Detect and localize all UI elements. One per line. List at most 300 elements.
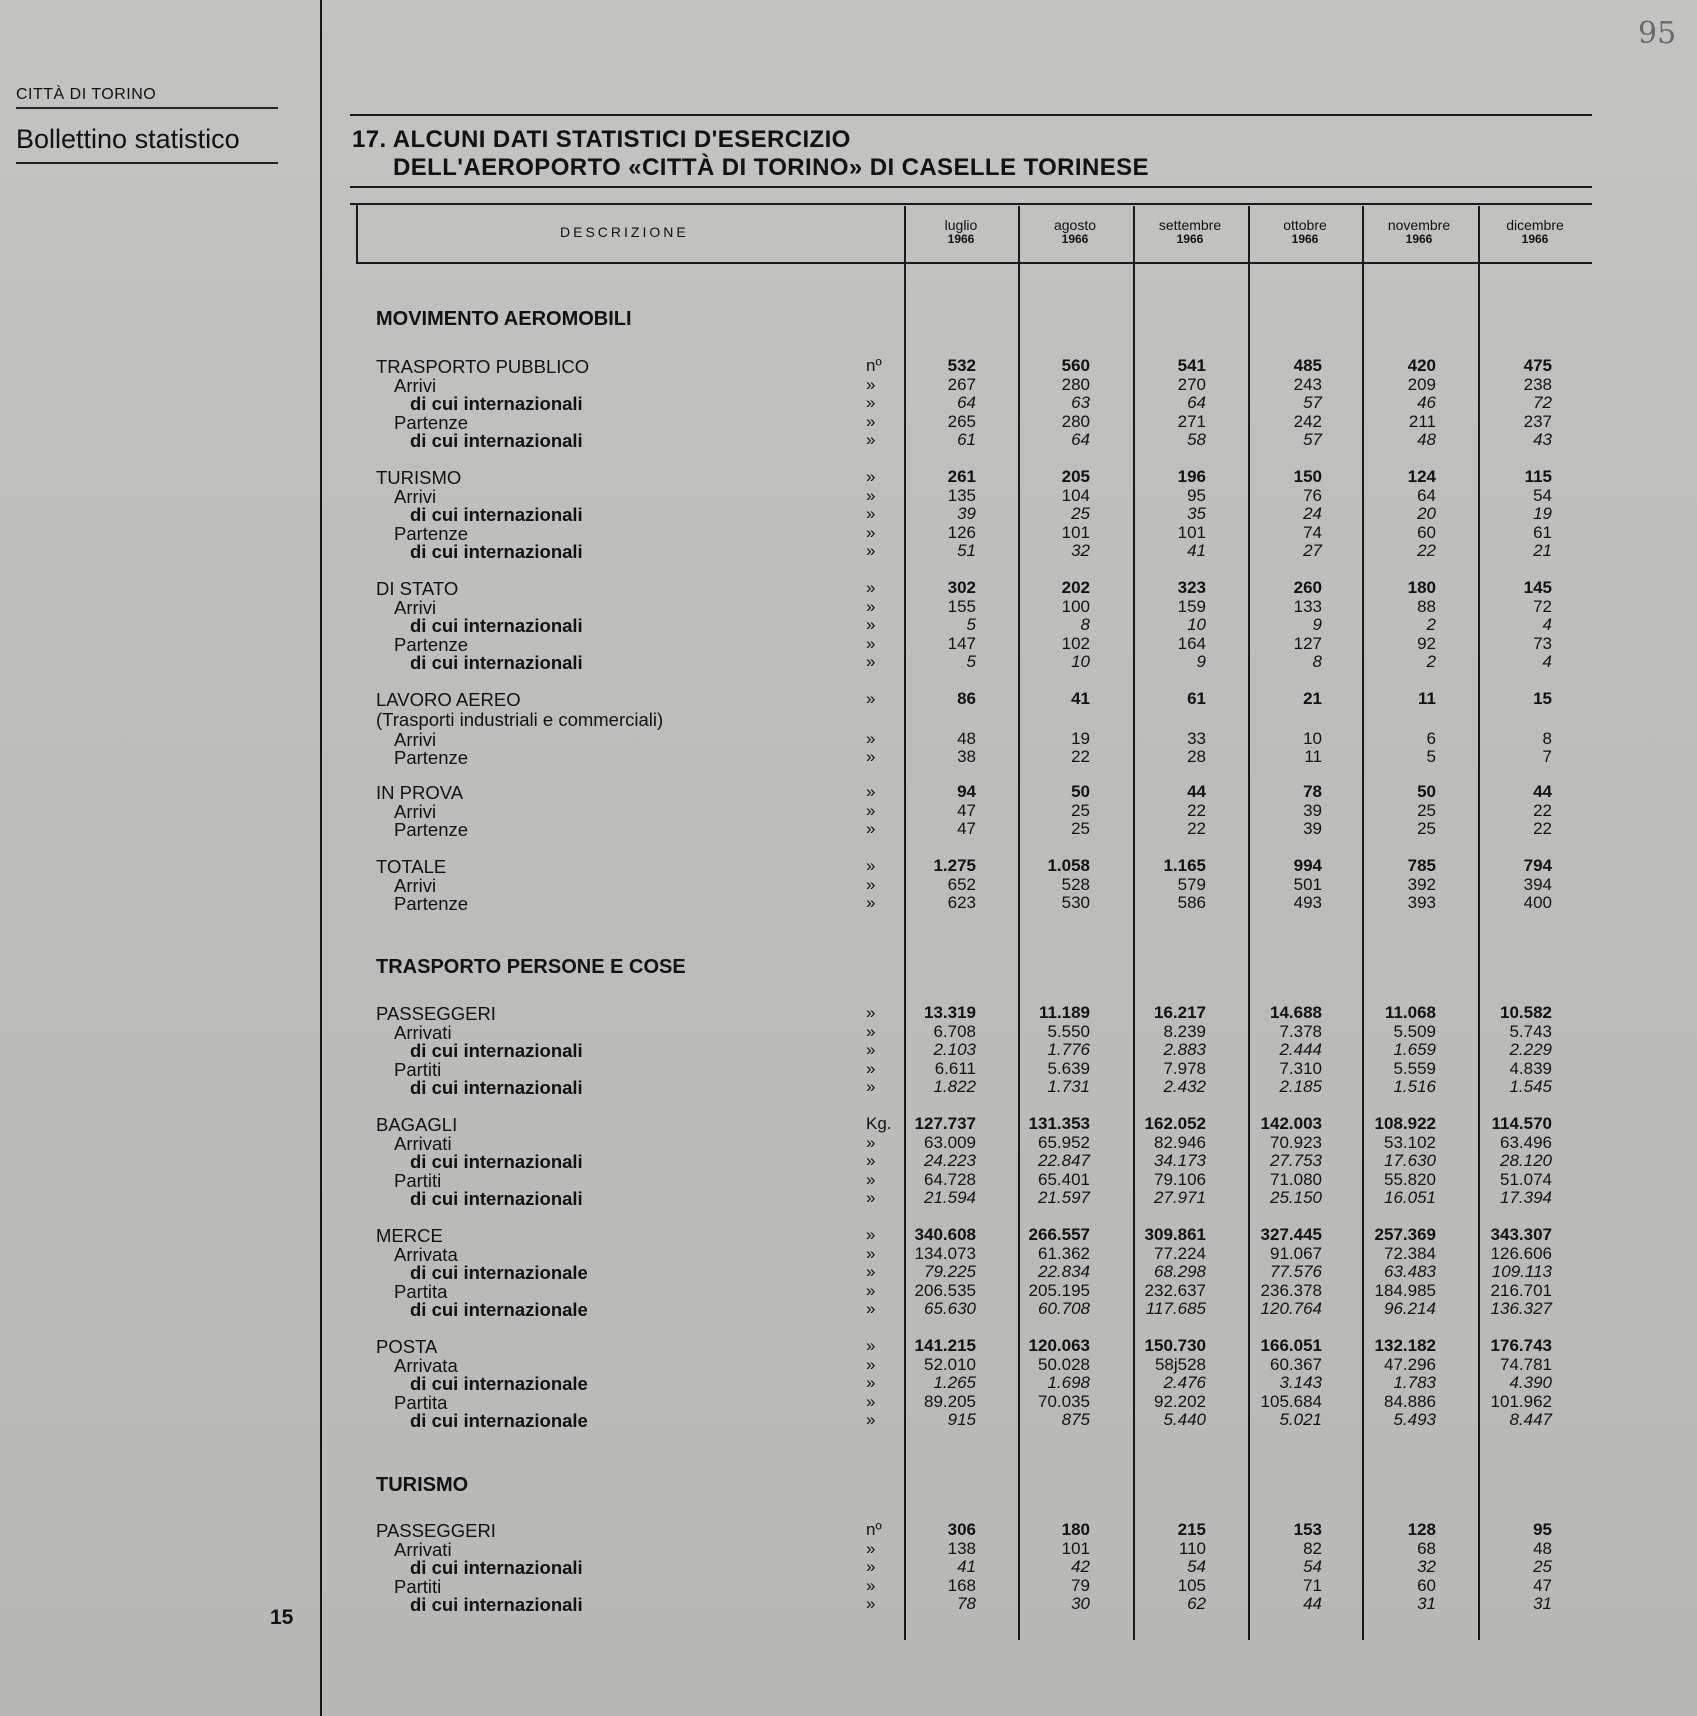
cell-value: 532: [947, 356, 976, 375]
cell-value: 586: [1177, 893, 1206, 912]
cell-value: 168: [947, 1576, 976, 1595]
row-label: di cui internazionali: [410, 541, 583, 562]
cell-value: 127.737: [914, 1114, 976, 1133]
column-header-dicembre: [1478, 218, 1592, 246]
cell-value: 19: [1533, 504, 1552, 523]
table-row: [376, 615, 1576, 636]
cell-value: 2.229: [1509, 1040, 1552, 1059]
table-row: [376, 1355, 1576, 1376]
cell-value: 530: [1061, 893, 1090, 912]
cell-value: 58j528: [1154, 1355, 1206, 1374]
description-header: DESCRIZIONE: [560, 224, 689, 240]
row-unit: »: [866, 634, 876, 653]
row-label: Partenze: [394, 412, 469, 433]
column-month: agosto: [1053, 217, 1097, 233]
cell-value: 47: [1533, 1576, 1552, 1595]
cell-value: 94: [957, 782, 976, 801]
cell-value: 5.559: [1393, 1059, 1436, 1078]
table-row: [376, 412, 1576, 433]
row-unit: »: [866, 1133, 876, 1152]
table-row: [376, 1594, 1576, 1615]
cell-value: 47.296: [1384, 1355, 1436, 1374]
cell-value: 114.570: [1491, 1114, 1552, 1133]
table-row: [376, 1040, 1576, 1061]
table-row: [376, 375, 1576, 396]
cell-value: 11.189: [1038, 1003, 1090, 1022]
cell-value: 11: [1304, 747, 1322, 766]
cell-value: 100: [1061, 597, 1090, 616]
cell-value: 25: [1071, 801, 1090, 820]
row-unit: »: [866, 1299, 876, 1318]
cell-value: 101: [1061, 523, 1090, 542]
cell-value: 528: [1061, 875, 1090, 894]
cell-value: 8: [1080, 615, 1090, 634]
table-row: [376, 523, 1576, 544]
section-movimento-aeromobili: MOVIMENTO AEROMOBILI: [376, 308, 632, 330]
cell-value: 86: [957, 689, 976, 708]
row-unit: »: [866, 393, 876, 412]
cell-value: 77.224: [1154, 1244, 1206, 1263]
table-row: [376, 782, 1576, 803]
cell-value: 17.394: [1500, 1188, 1552, 1207]
cell-value: 1.545: [1509, 1077, 1552, 1096]
cell-value: 21: [1533, 541, 1552, 560]
cell-value: 8.239: [1163, 1022, 1206, 1041]
cell-value: 162.052: [1144, 1114, 1206, 1133]
cell-value: 147: [947, 634, 976, 653]
cell-value: 50: [1417, 782, 1436, 801]
section-trasporto-persone-cose: TRASPORTO PERSONE E COSE: [376, 956, 686, 978]
cell-value: 236.378: [1260, 1281, 1322, 1300]
cell-value: 261: [947, 467, 976, 486]
cell-value: 47: [957, 801, 976, 820]
cell-value: 71: [1303, 1576, 1322, 1595]
cell-value: 63.009: [924, 1133, 976, 1152]
cell-value: 27: [1303, 541, 1322, 560]
title-bottom-rule: [350, 186, 1592, 188]
cell-value: 21.597: [1038, 1188, 1090, 1207]
cell-value: 138: [947, 1539, 976, 1558]
row-unit: »: [866, 504, 876, 523]
row-label: Arrivi: [394, 486, 437, 507]
column-year: 1966: [947, 232, 975, 246]
cell-value: 10: [1071, 652, 1090, 671]
cell-value: 145: [1523, 578, 1552, 597]
cell-value: 33: [1187, 729, 1206, 748]
column-month: novembre: [1387, 217, 1451, 233]
cell-value: 47: [957, 819, 976, 838]
cell-value: 91.067: [1270, 1244, 1322, 1263]
cell-value: 64: [1187, 393, 1206, 412]
cell-value: 28.120: [1500, 1151, 1552, 1170]
cell-value: 257.369: [1374, 1225, 1436, 1244]
cell-value: 22.847: [1038, 1151, 1090, 1170]
cell-value: 142.003: [1260, 1114, 1322, 1133]
cell-value: 43: [1533, 430, 1552, 449]
cell-value: 39: [957, 504, 976, 523]
cell-value: 25: [1417, 819, 1436, 838]
row-unit: »: [866, 1373, 876, 1392]
row-label: di cui internazionali: [410, 1040, 583, 1061]
cell-value: 5: [1426, 747, 1436, 766]
column-month: luglio: [944, 217, 978, 233]
row-unit: »: [866, 1003, 876, 1022]
cell-value: 243: [1293, 375, 1322, 394]
cell-value: 306: [947, 1520, 976, 1539]
cell-value: 22: [1533, 819, 1552, 838]
cell-value: 302: [947, 578, 976, 597]
cell-value: 51.074: [1500, 1170, 1552, 1189]
cell-value: 44: [1533, 782, 1552, 801]
cell-value: 52.010: [924, 1355, 976, 1374]
row-label: di cui internazionali: [410, 615, 583, 636]
cell-value: 323: [1177, 578, 1206, 597]
row-label: TURISMO: [376, 467, 462, 488]
city-label: CITTÀ DI TORINO: [16, 86, 157, 103]
row-unit: »: [866, 1355, 876, 1374]
cell-value: 2: [1426, 615, 1436, 634]
table-row: [376, 801, 1576, 822]
cell-value: 2.185: [1279, 1077, 1322, 1096]
column-month: ottobre: [1283, 217, 1327, 233]
row-unit: »: [866, 1170, 876, 1189]
row-unit: »: [866, 541, 876, 560]
cell-value: 72.384: [1384, 1244, 1436, 1263]
cell-value: 126.606: [1490, 1244, 1552, 1263]
cell-value: 1.776: [1047, 1040, 1090, 1059]
cell-value: 65.401: [1038, 1170, 1090, 1189]
cell-value: 68: [1417, 1539, 1436, 1558]
cell-value: 2.883: [1163, 1040, 1206, 1059]
cell-value: 60.708: [1038, 1299, 1090, 1318]
row-label: Partenze: [394, 747, 469, 768]
cell-value: 82: [1303, 1539, 1322, 1558]
row-unit: »: [866, 729, 876, 748]
cell-value: 232.637: [1144, 1281, 1206, 1300]
cell-value: 343.307: [1490, 1225, 1552, 1244]
cell-value: 10.582: [1500, 1003, 1552, 1022]
row-label: Partiti: [394, 1059, 442, 1080]
cell-value: 48: [1533, 1539, 1552, 1558]
table-row: [376, 430, 1576, 451]
row-label: di cui internazionali: [410, 1188, 583, 1209]
cell-value: 28: [1187, 747, 1206, 766]
cell-value: 136.327: [1490, 1299, 1552, 1318]
cell-value: 485: [1293, 356, 1322, 375]
cell-value: 5.639: [1047, 1059, 1090, 1078]
table-row: [376, 1520, 1576, 1541]
table-row: [376, 541, 1576, 562]
cell-value: 271: [1177, 412, 1206, 431]
cell-value: 31: [1533, 1594, 1552, 1613]
cell-value: 915: [947, 1410, 976, 1429]
cell-value: 393: [1407, 893, 1436, 912]
cell-value: 64.728: [924, 1170, 976, 1189]
cell-value: 82.946: [1154, 1133, 1206, 1152]
table-row: [376, 1262, 1576, 1283]
cell-value: 7.378: [1279, 1022, 1322, 1041]
cell-value: 62: [1187, 1594, 1206, 1613]
cell-value: 5.550: [1047, 1022, 1090, 1041]
cell-value: 260: [1293, 578, 1322, 597]
cell-value: 216.701: [1490, 1281, 1552, 1300]
row-unit: »: [866, 1336, 876, 1355]
row-label: LAVORO AEREO: [376, 689, 521, 710]
row-unit: »: [866, 1557, 876, 1576]
cell-value: 652: [947, 875, 976, 894]
cell-value: 267: [947, 375, 976, 394]
cell-value: 21: [1303, 689, 1322, 708]
row-label: di cui internazionali: [410, 1557, 583, 1578]
cell-value: 392: [1407, 875, 1436, 894]
cell-value: 420: [1407, 356, 1436, 375]
row-unit: »: [866, 1151, 876, 1170]
cell-value: 5.509: [1393, 1022, 1436, 1041]
column-header-luglio: [904, 218, 1018, 246]
cell-value: 1.265: [933, 1373, 976, 1392]
cell-value: 270: [1177, 375, 1206, 394]
section-turismo: TURISMO: [376, 1474, 469, 1496]
row-unit: »: [866, 1059, 876, 1078]
cell-value: 16.051: [1384, 1188, 1436, 1207]
table-row: [376, 634, 1576, 655]
cell-value: 64: [957, 393, 976, 412]
row-unit: »: [866, 1188, 876, 1207]
table-row: [376, 1410, 1576, 1431]
cell-value: 206.535: [914, 1281, 976, 1300]
cell-value: 65.952: [1038, 1133, 1090, 1152]
cell-value: 95: [1187, 486, 1206, 505]
cell-value: 164: [1177, 634, 1206, 653]
cell-value: 155: [947, 597, 976, 616]
header-bottom-rule: [356, 262, 1592, 264]
cell-value: 39: [1303, 801, 1322, 820]
cell-value: 166.051: [1260, 1336, 1322, 1355]
row-unit: »: [866, 1262, 876, 1281]
cell-value: 78: [1303, 782, 1322, 801]
table-title-line2: DELL'AEROPORTO «CITTÀ DI TORINO» DI CASELLE TORINESE: [393, 154, 1149, 181]
cell-value: 46: [1417, 393, 1436, 412]
cell-value: 1.516: [1393, 1077, 1436, 1096]
cell-value: 60: [1417, 523, 1436, 542]
table-row: [376, 1244, 1576, 1265]
cell-value: 25: [1533, 1557, 1552, 1576]
cell-value: 48: [957, 729, 976, 748]
cell-value: 5: [966, 652, 976, 671]
table-row: [376, 1170, 1576, 1191]
cell-value: 134.073: [914, 1244, 976, 1263]
cell-value: 41: [1187, 541, 1206, 560]
row-unit: »: [866, 747, 876, 766]
cell-value: 7: [1542, 747, 1552, 766]
table-row: [376, 356, 1576, 377]
cell-value: 95: [1533, 1520, 1552, 1539]
cell-value: 31: [1417, 1594, 1436, 1613]
cell-value: 1.822: [933, 1077, 976, 1096]
cell-value: 73: [1533, 634, 1552, 653]
row-unit: »: [866, 375, 876, 394]
cell-value: 25.150: [1270, 1188, 1322, 1207]
row-unit: »: [866, 523, 876, 542]
table-left-border: [356, 203, 358, 263]
table-row: [376, 1373, 1576, 1394]
cell-value: 20: [1417, 504, 1436, 523]
table-row: [376, 652, 1576, 673]
cell-value: 88: [1417, 597, 1436, 616]
table-row: [376, 578, 1576, 599]
cell-value: 19: [1071, 729, 1090, 748]
cell-value: 159: [1177, 597, 1206, 616]
row-unit: »: [866, 1225, 876, 1244]
cell-value: 22: [1417, 541, 1436, 560]
row-unit: »: [866, 578, 876, 597]
column-year: 1966: [1176, 232, 1204, 246]
cell-value: 35: [1187, 504, 1206, 523]
cell-value: 202: [1061, 578, 1090, 597]
table-row: [376, 486, 1576, 507]
cell-value: 63.496: [1500, 1133, 1552, 1152]
cell-value: 24: [1303, 504, 1322, 523]
cell-value: 105: [1177, 1576, 1206, 1595]
table-row: [376, 729, 1576, 750]
column-header-agosto: [1018, 218, 1132, 246]
cell-value: 209: [1407, 375, 1436, 394]
cell-value: 475: [1523, 356, 1552, 375]
cell-value: 153: [1293, 1520, 1322, 1539]
cell-value: 2.476: [1163, 1373, 1206, 1392]
cell-value: 785: [1407, 856, 1436, 875]
row-label: BAGAGLI: [376, 1114, 458, 1135]
row-label: IN PROVA: [376, 782, 464, 803]
table-top-rule: [350, 203, 1592, 205]
cell-value: 74: [1303, 523, 1322, 542]
cell-value: 42: [1071, 1557, 1090, 1576]
cell-value: 994: [1293, 856, 1322, 875]
row-unit: »: [866, 819, 876, 838]
cell-value: 1.731: [1047, 1077, 1090, 1096]
row-label: Arrivi: [394, 375, 437, 396]
column-header-novembre: [1362, 218, 1476, 246]
cell-value: 124: [1407, 467, 1436, 486]
cell-value: 10: [1303, 729, 1322, 748]
row-unit: nº: [866, 1520, 882, 1539]
handwritten-page-number: 95: [1638, 16, 1677, 51]
table-row: [376, 1077, 1576, 1098]
row-label: Arrivi: [394, 801, 437, 822]
cell-value: 55.820: [1384, 1170, 1436, 1189]
row-label: di cui internazionali: [410, 393, 583, 414]
cell-value: 2.103: [933, 1040, 976, 1059]
row-unit: »: [866, 652, 876, 671]
cell-value: 4: [1542, 615, 1552, 634]
cell-value: 8: [1542, 729, 1552, 748]
row-label: MERCE: [376, 1225, 443, 1246]
cell-value: 25: [1071, 819, 1090, 838]
cell-value: 394: [1523, 875, 1552, 894]
cell-value: 27.971: [1154, 1188, 1206, 1207]
row-label: Arrivi: [394, 875, 437, 896]
table-row: [376, 467, 1576, 488]
cell-value: 205.195: [1028, 1281, 1090, 1300]
row-unit: nº: [866, 356, 882, 375]
cell-value: 61: [1533, 523, 1552, 542]
cell-value: 623: [947, 893, 976, 912]
cell-value: 14.688: [1270, 1003, 1322, 1022]
cell-value: 196: [1177, 467, 1206, 486]
table-row: [376, 819, 1576, 840]
cell-value: 2.432: [1163, 1077, 1206, 1096]
cell-value: 2.444: [1279, 1040, 1322, 1059]
row-label: (Trasporti industriali e commerciali): [376, 709, 664, 730]
cell-value: 7.310: [1279, 1059, 1322, 1078]
cell-value: 96.214: [1384, 1299, 1436, 1318]
row-label: Partiti: [394, 1170, 442, 1191]
cell-value: 237: [1523, 412, 1552, 431]
table-row: [376, 1392, 1576, 1413]
table-row: [376, 1151, 1576, 1172]
cell-value: 57: [1303, 393, 1322, 412]
cell-value: 92.202: [1154, 1392, 1206, 1411]
row-label: POSTA: [376, 1336, 438, 1357]
cell-value: 72: [1533, 393, 1552, 412]
cell-value: 340.608: [914, 1225, 976, 1244]
cell-value: 133: [1293, 597, 1322, 616]
cell-value: 78: [957, 1594, 976, 1613]
table-row: [376, 1022, 1576, 1043]
cell-value: 101: [1061, 1539, 1090, 1558]
row-unit: »: [866, 430, 876, 449]
cell-value: 22: [1187, 819, 1206, 838]
table-row: [376, 1539, 1576, 1560]
table-row: [376, 856, 1576, 877]
cell-value: 150: [1293, 467, 1322, 486]
cell-value: 1.698: [1047, 1373, 1090, 1392]
cell-value: 108.922: [1374, 1114, 1436, 1133]
cell-value: 10: [1187, 615, 1206, 634]
row-unit: »: [866, 689, 876, 708]
bulletin-title: Bollettino statistico: [16, 124, 240, 154]
cell-value: 128: [1407, 1520, 1436, 1539]
cell-value: 1.659: [1393, 1040, 1436, 1059]
row-label: di cui internazionali: [410, 1151, 583, 1172]
cell-value: 54: [1533, 486, 1552, 505]
cell-value: 265: [947, 412, 976, 431]
cell-value: 70.923: [1270, 1133, 1322, 1152]
column-year: 1966: [1521, 232, 1549, 246]
cell-value: 44: [1303, 1594, 1322, 1613]
row-unit: »: [866, 597, 876, 616]
cell-value: 176.743: [1490, 1336, 1552, 1355]
cell-value: 8.447: [1509, 1410, 1552, 1429]
cell-value: 794: [1523, 856, 1552, 875]
column-header-ottobre: [1248, 218, 1362, 246]
cell-value: 105.684: [1260, 1392, 1322, 1411]
table-row: [376, 504, 1576, 525]
table-title-line1: 17. ALCUNI DATI STATISTICI D'ESERCIZIO: [352, 126, 851, 153]
row-label: di cui internazionali: [410, 504, 583, 525]
cell-value: 79.225: [924, 1262, 976, 1281]
cell-value: 61: [957, 430, 976, 449]
cell-value: 120.063: [1028, 1336, 1090, 1355]
row-unit: »: [866, 1077, 876, 1096]
cell-value: 875: [1061, 1410, 1090, 1429]
cell-value: 22: [1533, 801, 1552, 820]
cell-value: 50.028: [1038, 1355, 1090, 1374]
cell-value: 9: [1196, 652, 1206, 671]
row-label: Partita: [394, 1281, 448, 1302]
cell-value: 48: [1417, 430, 1436, 449]
table-row: [376, 893, 1576, 914]
